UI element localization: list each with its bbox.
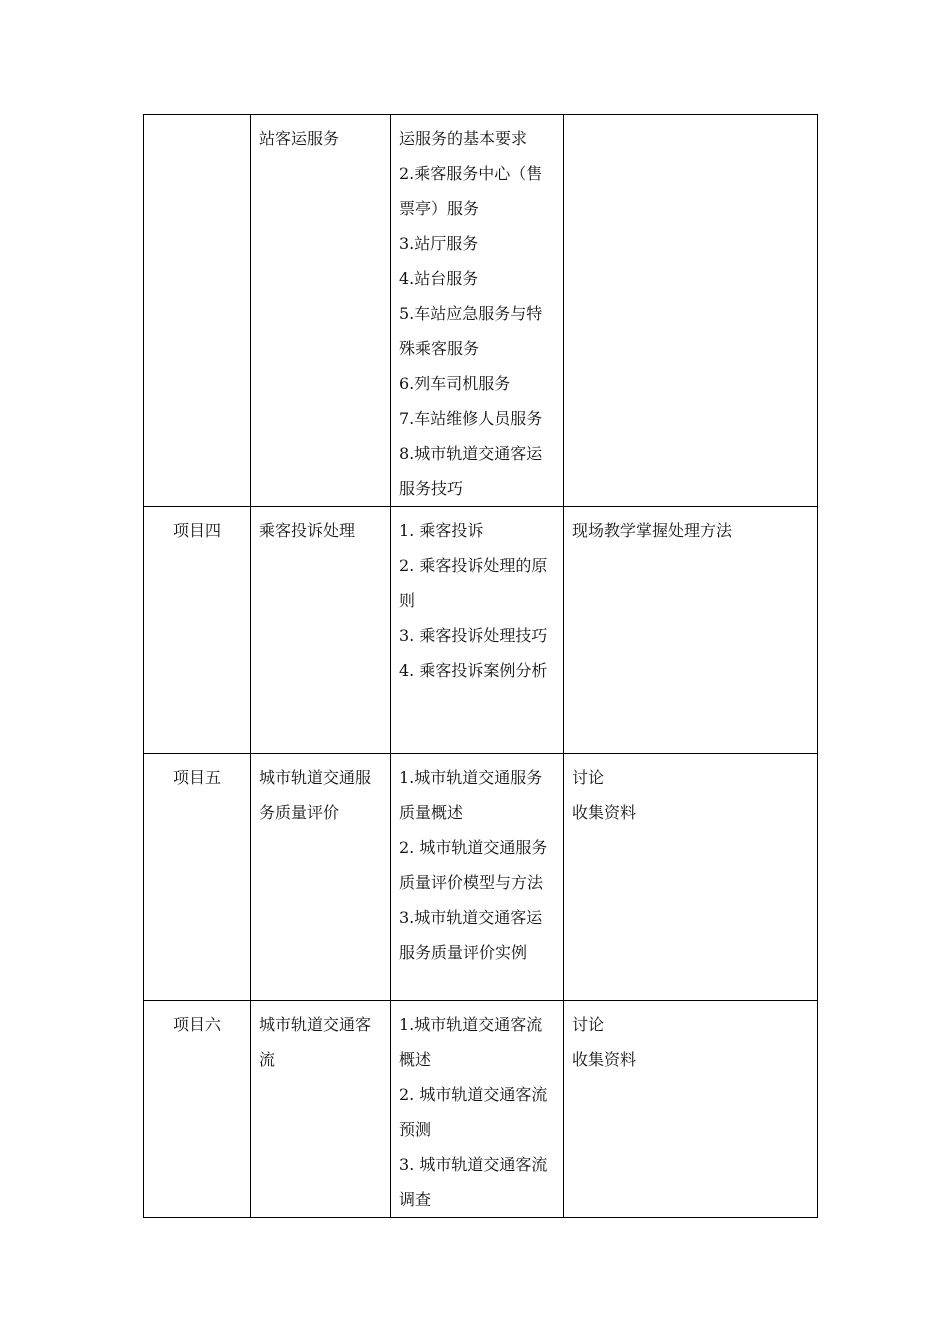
content-cell [391, 754, 564, 1001]
project-cell: 项目五 [144, 754, 251, 1001]
content-item: 运服务的基本要求 [399, 129, 528, 148]
content-item: 3.站厅服务 [399, 234, 479, 253]
content-cell [391, 1001, 564, 1218]
content-item: 2. 城市轨道交通客流预测 [399, 1085, 548, 1139]
topic-text: 城市轨道交通客流 [259, 1015, 372, 1069]
content-item: 3.城市轨道交通客运服务质量评价实例 [399, 908, 543, 962]
method-item: 收集资料 [572, 1050, 637, 1069]
topic-cell [251, 507, 391, 754]
project-cell: 项目六 [144, 1001, 251, 1218]
topic-cell [251, 754, 391, 1001]
content-item: 1. 乘客投诉 [399, 521, 484, 540]
content-item: 7.车站维修人员服务 [399, 409, 543, 428]
project-cell: 项目四 [144, 507, 251, 754]
content-item: 4. 乘客投诉案例分析 [399, 661, 548, 680]
content-item: 4.站台服务 [399, 269, 479, 288]
content-item: 2. 城市轨道交通服务质量评价模型与方法 [399, 838, 548, 892]
topic-cell [251, 115, 391, 507]
method-cell [564, 507, 818, 754]
topic-text: 站客运服务 [259, 129, 340, 148]
method-cell [564, 754, 818, 1001]
content-item: 1.城市轨道交通服务质量概述 [399, 768, 543, 822]
method-item: 讨论 [572, 768, 605, 787]
method-item: 收集资料 [572, 803, 637, 822]
method-cell [564, 115, 818, 507]
content-item: 8.城市轨道交通客运服务技巧 [399, 444, 543, 498]
topic-text: 乘客投诉处理 [259, 521, 356, 540]
method-cell [564, 1001, 818, 1218]
method-item: 讨论 [572, 1015, 605, 1034]
content-item: 6.列车司机服务 [399, 374, 511, 393]
table-row [144, 1001, 818, 1218]
method-item: 现场教学掌握处理方法 [572, 521, 733, 540]
content-cell [391, 507, 564, 754]
content-item: 1.城市轨道交通客流概述 [399, 1015, 543, 1069]
content-item: 3. 城市轨道交通客流调查 [399, 1155, 548, 1209]
content-item: 2. 乘客投诉处理的原则 [399, 556, 548, 610]
table-row [144, 507, 818, 754]
content-item: 3. 乘客投诉处理技巧 [399, 626, 548, 645]
topic-text: 城市轨道交通服务质量评价 [259, 768, 372, 822]
course-table [143, 114, 818, 1218]
table-row [144, 115, 818, 507]
project-cell [144, 115, 251, 507]
topic-cell [251, 1001, 391, 1218]
content-cell [391, 115, 564, 507]
content-item: 2.乘客服务中心（售票亭）服务 [399, 164, 543, 218]
table-row [144, 754, 818, 1001]
content-item: 5.车站应急服务与特殊乘客服务 [399, 304, 543, 358]
